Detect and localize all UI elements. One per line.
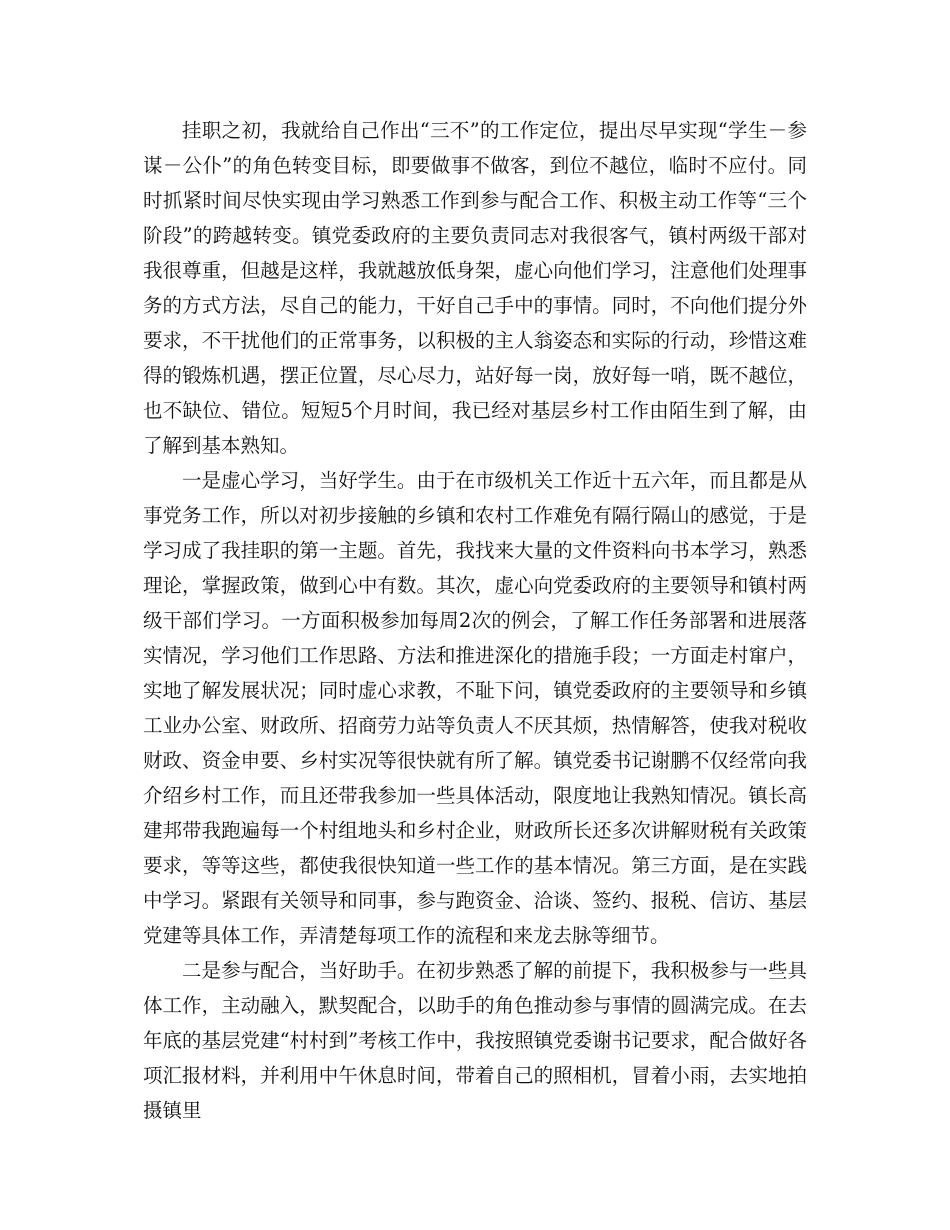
document-body	[143, 113, 807, 1128]
paragraph-intro: 挂职之初，我就给自己作出“三不”的工作定位，提出尽早实现“学生－参谋－公仆”的角色转变目标，即要做事不做客，到位不越位，临时不应付。同时抓紧时间尽快实现由学习熟悉工作到参与配合工作、积极主动工作等“三个阶段”的跨越转变。镇党委政府的主要负责同志对我很客气，镇村两级干部对我很尊重，但越是这样，我就越放低身架，虚心向他们学习，注意他们处理事务的方式方法，尽自己的能力，干好自己手中的事情。同时，不向他们提分外要求，不干扰他们的正常事务，以积极的主人翁姿态和实际的行动，珍惜这难得的锻炼机遇，摆正位置，尽心尽力，站好每一岗，放好每一哨，既不越位，也不缺位、错位。短短5个月时间，我已经对基层乡村工作由陌生到了解，由了解到基本熟知。	[143, 119, 807, 457]
paragraph-assist: 二是参与配合，当好助手。在初步熟悉了解的前提下，我积极参与一些具体工作，主动融入，默契配合，以助手的角色推动参与事情的圆满完成。在去年底的基层党建“村村到”考核工作中，我按照镇党委谢书记要求，配合做好各项汇报材料，并利用中午休息时间，带着自己的照相机，冒着小雨，去实地拍摄镇里	[143, 959, 807, 1122]
paragraph-study: 一是虚心学习，当好学生。由于在市级机关工作近十五六年，而且都是从事党务工作，所以对初步接触的乡镇和农村工作难免有隔行隔山的感觉，于是学习成了我挂职的第一主题。首先，我找来大量的文件资料向书本学习，熟悉理论，掌握政策，做到心中有数。其次，虚心向党委政府的主要领导和镇村两级干部们学习。一方面积极参加每周2次的例会，了解工作任务部署和进展落实情况，学习他们工作思路、方法和推进深化的措施手段；一方面走村窜户，实地了解发展状况；同时虚心求教，不耻下问，镇党委政府的主要领导和乡镇工业办公室、财政所、招商劳力站等负责人不厌其烦，热情解答，使我对税收财政、资金申要、乡村实况等很快就有所了解。镇党委书记谢鹏不仅经常向我介绍乡村工作，而且还带我参加一些具体活动，限度地让我熟知情况。镇长高建邦带我跑遍每一个村组地头和乡村企业，财政所长还多次讲解财税有关政策要求，等等这些，都使我很快知道一些工作的基本情况。第三方面，是在实践中学习。紧跟有关领导和同事，参与跑资金、洽谈、签约、报税、信访、基层党建等具体工作，弄清楚每项工作的流程和来龙去脉等细节。	[143, 469, 807, 947]
